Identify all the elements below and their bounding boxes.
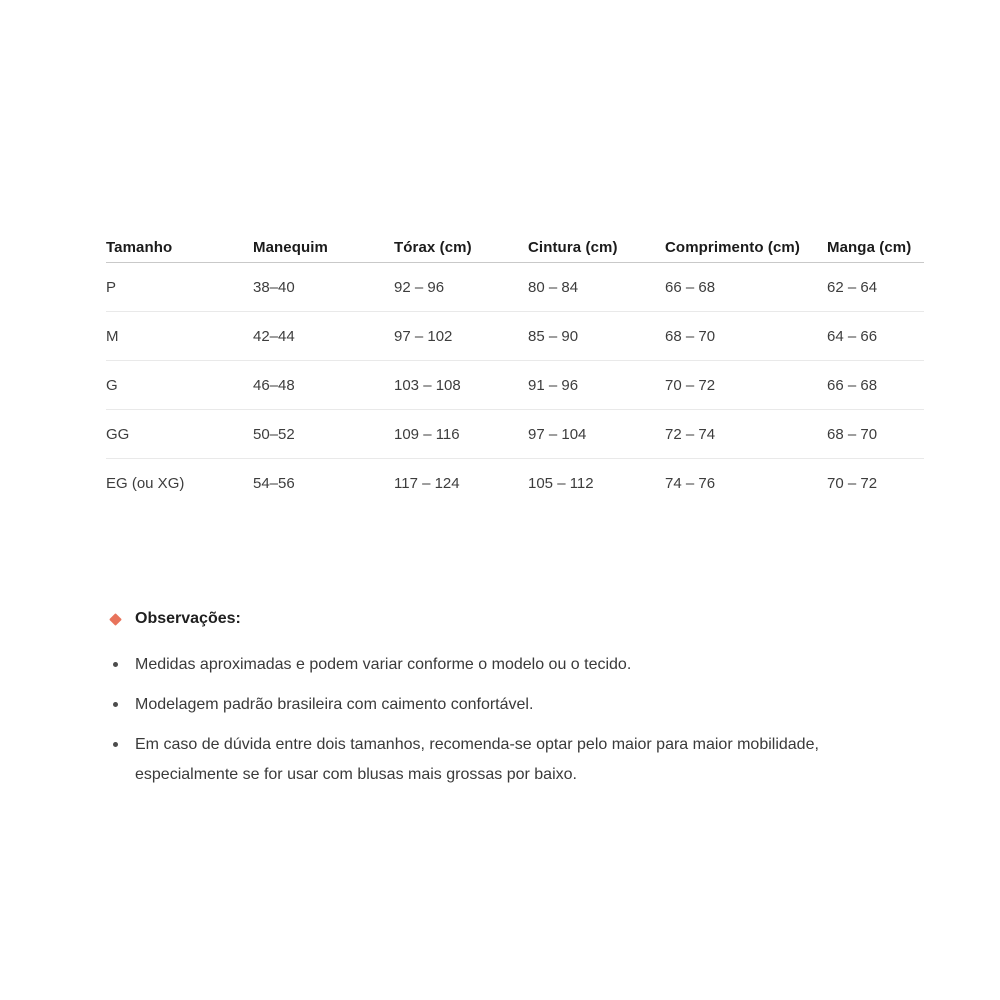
cell-manga: 62 – 64: [827, 278, 878, 296]
cell-manga: 64 – 66: [827, 327, 878, 345]
cell-manequim: 42–44: [253, 327, 295, 345]
cell-comprimento: 66 – 68: [665, 278, 716, 296]
note-text: Em caso de dúvida entre dois tamanhos, recomenda-se optar pelo maior para maior mobilidade, especialmente se for usar com blusas mais grossas por baixo.: [135, 736, 819, 783]
column-header-manequim: Manequim: [253, 239, 328, 256]
notes-heading: [106, 608, 906, 630]
column-header-tamanho: Tamanho: [106, 239, 173, 256]
note-item: [106, 730, 886, 790]
cell-manequim: 46–48: [253, 376, 295, 394]
cell-size: P: [106, 278, 117, 296]
cell-size: EG (ou XG): [106, 474, 185, 492]
column-header-comprimento: Comprimento (cm): [665, 239, 800, 256]
table-row-p: [106, 263, 924, 312]
icon-column: [106, 690, 135, 707]
notes-title: Observações:: [135, 610, 241, 627]
icon-column: [106, 730, 135, 747]
cell-cintura: 97 – 104: [528, 425, 587, 443]
size-table: [106, 233, 924, 507]
cell-size: G: [106, 376, 118, 394]
icon-column: [106, 650, 135, 667]
diamond-bullet-icon: [109, 613, 122, 626]
column-header-manga: Manga (cm): [827, 239, 912, 256]
cell-torax: 109 – 116: [394, 425, 460, 443]
note-text: Medidas aproximadas e podem variar conforme o modelo ou o tecido.: [135, 656, 632, 673]
cell-manequim: 54–56: [253, 474, 295, 492]
size-table-header-row: [106, 233, 924, 263]
cell-manga: 66 – 68: [827, 376, 878, 394]
cell-comprimento: 74 – 76: [665, 474, 716, 492]
table-row-gg: [106, 410, 924, 459]
cell-cintura: 85 – 90: [528, 327, 579, 345]
table-row-m: [106, 312, 924, 361]
cell-comprimento: 70 – 72: [665, 376, 716, 394]
cell-comprimento: 72 – 74: [665, 425, 716, 443]
cell-torax: 92 – 96: [394, 278, 445, 296]
cell-torax: 103 – 108: [394, 376, 461, 394]
cell-manga: 68 – 70: [827, 425, 878, 443]
table-row-g: [106, 361, 924, 410]
cell-comprimento: 68 – 70: [665, 327, 716, 345]
note-item: [106, 650, 886, 680]
icon-column: [106, 615, 135, 624]
notes-section: [106, 608, 906, 800]
cell-torax: 97 – 102: [394, 327, 453, 345]
column-header-torax: Tórax (cm): [394, 239, 472, 256]
cell-manequim: 50–52: [253, 425, 295, 443]
cell-size: M: [106, 327, 119, 345]
bullet-dot-icon: [113, 702, 118, 707]
bullet-dot-icon: [113, 662, 118, 667]
cell-manga: 70 – 72: [827, 474, 878, 492]
cell-torax: 117 – 124: [394, 474, 460, 492]
bullet-dot-icon: [113, 742, 118, 747]
note-item: [106, 690, 886, 720]
column-header-cintura: Cintura (cm): [528, 239, 618, 256]
note-text: Modelagem padrão brasileira com caimento confortável.: [135, 696, 534, 713]
cell-manequim: 38–40: [253, 278, 295, 296]
cell-cintura: 80 – 84: [528, 278, 579, 296]
cell-cintura: 91 – 96: [528, 376, 579, 394]
cell-size: GG: [106, 425, 130, 443]
cell-cintura: 105 – 112: [528, 474, 594, 492]
table-row-eg: [106, 459, 924, 507]
